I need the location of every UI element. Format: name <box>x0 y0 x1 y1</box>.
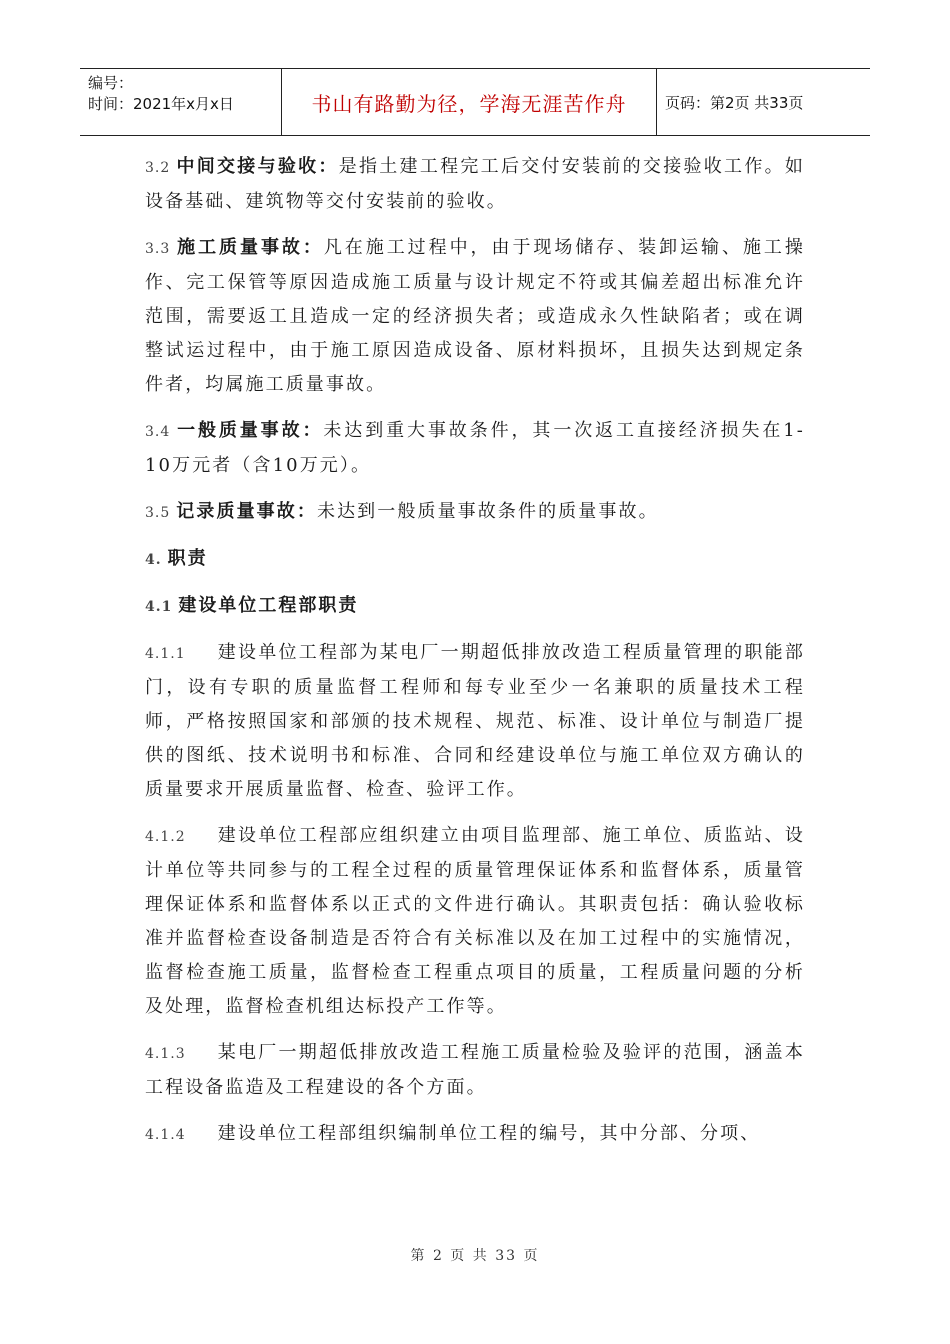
definition-3-3 <box>145 231 805 402</box>
clause-term: 施工质量事故： <box>176 237 324 258</box>
header-page-info: 页码：第2页 共33页 <box>665 93 804 112</box>
section-number: 4. <box>145 552 162 568</box>
clause-number: 3.5 <box>145 505 171 521</box>
clause-number: 3.2 <box>145 160 171 176</box>
clause-number: 3.3 <box>145 241 171 257</box>
section-heading-4 <box>145 542 805 577</box>
item-4-1-1 <box>145 636 805 807</box>
clause-text: 凡在施工过程中，由于现场储存、装卸运输、施工操作、完工保管等原因造成施工质量与设计规定不符或其偏差超出标准允许范围，需要返工且造成一定的经济损失者；或造成永久性缺陷者；或在调整试运过程中，由于施工原因造成设备、原材料损坏，且损失达到规定条件者，均属施工质量事故。 <box>145 237 805 395</box>
item-text: 建设单位工程部为某电厂一期超低排放改造工程质量管理的职能部门，设有专职的质量监督工程师和每专业至少一名兼职的质量技术工程师，严格按照国家和部颁的技术规程、规范、标准、设计单位与制造厂提供的图纸、技术说明书和标准、合同和经建设单位与施工单位双方确认的质量要求开展质量监督、检查、验评工作。 <box>145 642 805 800</box>
item-text: 建设单位工程部应组织建立由项目监理部、施工单位、质监站、设计单位等共同参与的工程全过程的质量管理保证体系和监督体系，质量管理保证体系和监督体系以正式的文件进行确认。其职责包括：确认验收标准并监督检查设备制造是否符合有关标准以及在加工过程中的实施情况，监督检查施工质量，监督检查工程重点项目的质量，工程质量问题的分析及处理，监督检查机组达标投产工作等。 <box>145 825 805 1017</box>
item-4-1-3 <box>145 1036 805 1105</box>
section-title: 建设单位工程部职责 <box>178 595 359 616</box>
clause-number: 3.4 <box>145 424 171 440</box>
clause-text: 未达到一般质量事故条件的质量事故。 <box>316 501 659 522</box>
item-text: 某电厂一期超低排放改造工程施工质量检验及验评的范围，涵盖本工程设备监造及工程建设的各个方面。 <box>145 1042 805 1098</box>
header-meta <box>80 69 282 135</box>
section-number: 4.1 <box>145 599 173 615</box>
document-body <box>145 150 805 1164</box>
clause-text: 是指土建工程完工后交付安装前的交接验收工作。如设备基础、建筑物等交付安装前的验收。 <box>145 156 805 212</box>
clause-term: 中间交接与验收： <box>176 156 339 177</box>
section-title: 职责 <box>167 548 208 569</box>
definition-3-4 <box>145 414 805 483</box>
item-4-1-4 <box>145 1117 805 1152</box>
header-motto: 书山有路勤为径，学海无涯苦作舟 <box>282 69 657 135</box>
item-text: 建设单位工程部组织编制单位工程的编号，其中分部、分项、 <box>217 1123 761 1144</box>
item-4-1-2 <box>145 819 805 1024</box>
section-heading-4-1 <box>145 589 805 624</box>
clause-text: 未达到重大事故条件，其一次返工直接经济损失在1-10万元者（含10万元）。 <box>145 420 805 476</box>
doc-time-label: 时间：2021年x月x日 <box>88 95 234 113</box>
item-number: 4.1.4 <box>145 1127 186 1143</box>
clause-term: 一般质量事故： <box>176 420 324 441</box>
item-number: 4.1.2 <box>145 829 186 845</box>
item-number: 4.1.3 <box>145 1046 186 1062</box>
item-number: 4.1.1 <box>145 646 186 662</box>
definition-3-2 <box>145 150 805 219</box>
page-footer: 第 2 页 共 33 页 <box>410 1248 540 1264</box>
definition-3-5 <box>145 495 805 530</box>
page-header <box>80 68 870 136</box>
doc-number-label: 编号： <box>88 74 134 92</box>
clause-term: 记录质量事故： <box>176 501 317 522</box>
